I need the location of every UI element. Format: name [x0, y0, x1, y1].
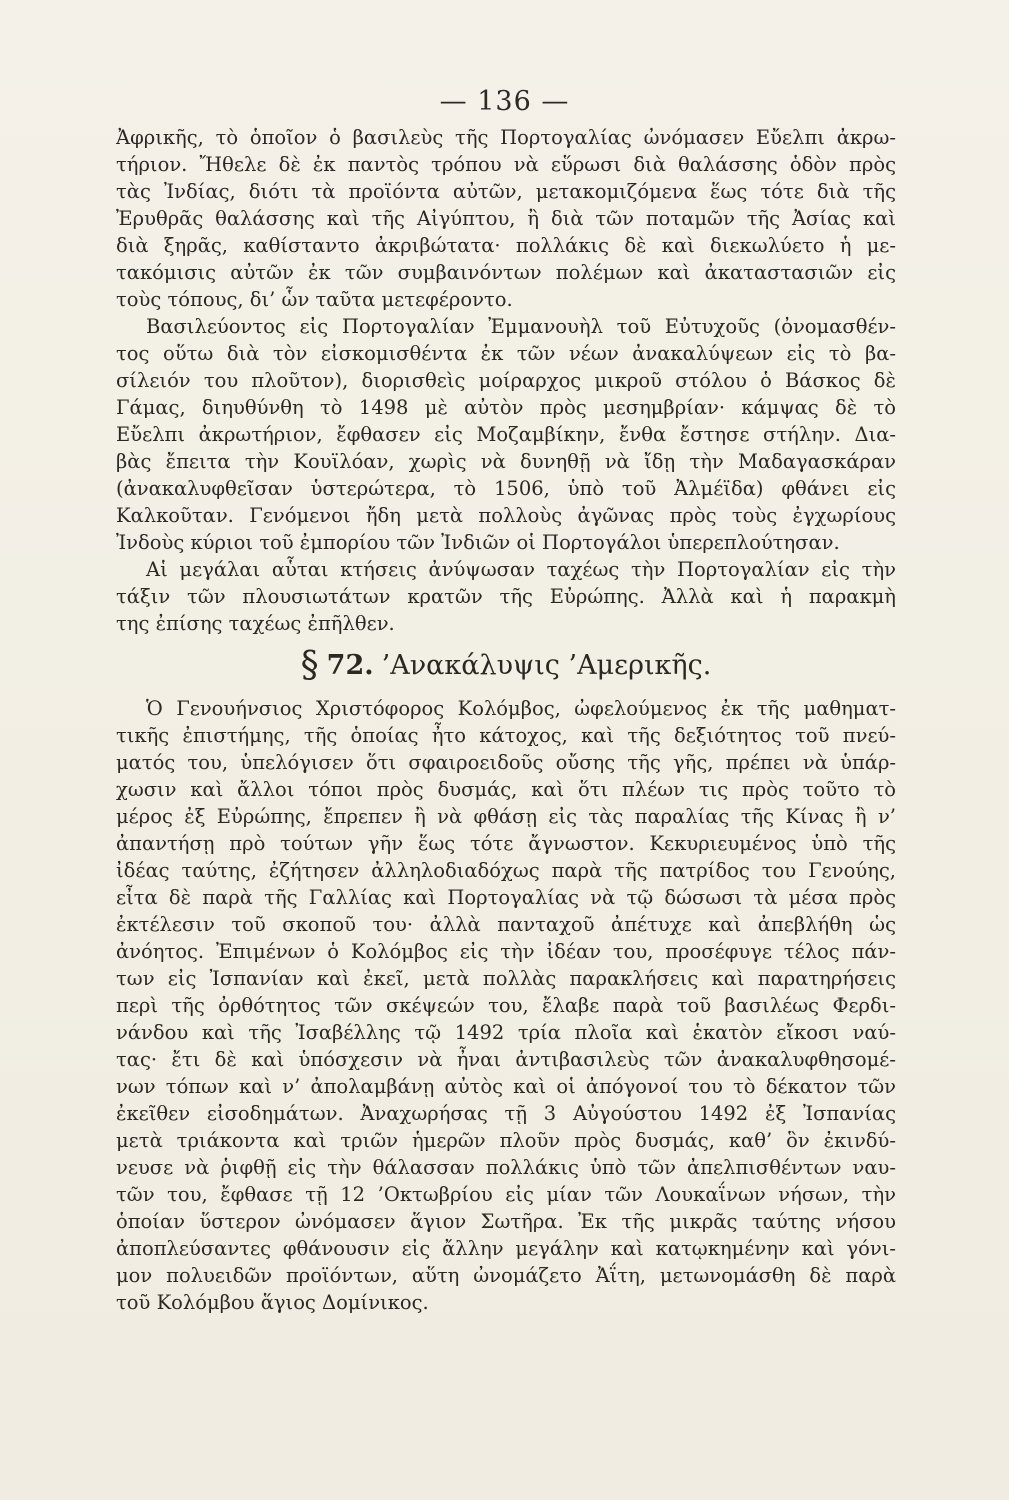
- text-line: τακόμισις αὐτῶν ἐκ τῶν συμβαινόντων πολέμων καὶ ἀκαταστασιῶν εἰς: [116, 261, 896, 284]
- section-title: ’Ανακάλυψις ’Αμερικῆς.: [381, 650, 712, 681]
- text-line: (ἀνακαλυφθεῖσαν ὑστερώτερα, τὸ 1506, ὑπὸ τοῦ Ἀλμέϊδα) φθάνει εἰς: [116, 477, 896, 500]
- text-line: Ἀφρικῆς, τὸ ὁποῖον ὁ βασιλεὺς τῆς Πορτογαλίας ὠνόμασεν Εὔελπι ἀκρω-: [116, 126, 896, 149]
- text-line: ἐκτέλεσιν τοῦ σκοποῦ του· ἀλλὰ πανταχοῦ ἀπέτυχε καὶ ἀπεβλήθη ὡς: [116, 913, 896, 936]
- text-line: ἰδέας ταύτης, ἐζήτησεν ἀλληλοδιαδόχως παρὰ τῆς πατρίδος του Γενούης,: [116, 859, 896, 882]
- text-line: των εἰς Ἰσπανίαν καὶ ἐκεῖ, μετὰ πολλὰς παρακλήσεις καὶ παρατηρήσεις: [116, 967, 896, 990]
- text-line: Εὔελπι ἀκρωτήριον, ἔφθασεν εἰς Μοζαμβίκην, ἔνθα ἔστησε στήλην. Δια-: [116, 423, 896, 446]
- text-line: νάνδου καὶ τῆς Ἰσαβέλλης τῷ 1492 τρία πλοῖα καὶ ἑκατὸν εἴκοσι ναύ-: [116, 1021, 896, 1044]
- text-line: περὶ τῆς ὀρθότητος τῶν σκέψεών του, ἔλαβε παρὰ τοῦ βασιλέως Φερδι-: [116, 994, 896, 1017]
- paragraph-3: [116, 556, 896, 637]
- text-line: ματός του, ὑπελόγισεν ὅτι σφαιροειδοῦς οὔσης τῆς γῆς, πρέπει νὰ ὑπάρ-: [116, 751, 896, 774]
- text-line: νων τόπων καὶ ν’ ἀπολαμβάνῃ αὐτὸς καὶ οἱ ἀπόγονοί του τὸ δέκατον τῶν: [116, 1075, 896, 1098]
- text-line: σίλειόν του πλοῦτον), διορισθεὶς μοίραρχος μικροῦ στόλου ὁ Βάσκος δὲ: [116, 369, 896, 392]
- text-line: τήριον. Ἤθελε δὲ ἐκ παντὸς τρόπου νὰ εὕρωσι διὰ θαλάσσης ὁδὸν πρὸς: [116, 153, 896, 176]
- text-line: τάξιν τῶν πλουσιωτάτων κρατῶν τῆς Εὐρώπης. Ἀλλὰ καὶ ἡ παρακμὴ: [116, 585, 896, 608]
- text-line: της ἐπίσης ταχέως ἐπῆλθεν.: [116, 612, 395, 635]
- text-line: χωσιν καὶ ἄλλοι τόποι πρὸς δυσμάς, καὶ ὅτι πλέων τις πρὸς τοῦτο τὸ: [116, 778, 896, 801]
- text-line: ἀποπλεύσαντες φθάνουσιν εἰς ἄλλην μεγάλην καὶ κατῳκημένην καὶ γόνι-: [116, 1237, 896, 1260]
- section-heading: [116, 637, 896, 695]
- page-number: — 136 —: [439, 86, 570, 117]
- text-line: τοῦ Κολόμβου ἅγιος Δομίνικος.: [116, 1291, 429, 1314]
- text-line: τῶν του, ἔφθασε τῇ 12 ’Οκτωβρίου εἰς μίαν τῶν Λουκαΐνων νήσων, τὴν: [116, 1183, 896, 1206]
- text-line: διὰ ξηρᾶς, καθίσταντο ἀκριβώτατα· πολλάκις δὲ καὶ διεκωλύετο ἡ με-: [116, 234, 896, 257]
- text-line: μον πολυειδῶν προϊόντων, αὕτη ὠνομάζετο Ἀΐτη, μετωνομάσθη δὲ παρὰ: [116, 1264, 896, 1287]
- text-line: μέρος ἐξ Εὐρώπης, ἔπρεπεν ἢ νὰ φθάσῃ εἰς τὰς παραλίας τῆς Κίνας ἢ ν’: [116, 805, 896, 828]
- text-line: ἐκεῖθεν εἰσοδημάτων. Ἀναχωρήσας τῇ 3 Αὐγούστου 1492 ἐξ Ἰσπανίας: [116, 1102, 896, 1125]
- text-line: Βασιλεύοντος εἰς Πορτογαλίαν Ἐμμανουὴλ τοῦ Εὐτυχοῦς (ὀνομασθέν-: [146, 315, 896, 338]
- text-line: Γάμας, διηυθύνθη τὸ 1498 μὲ αὐτὸν πρὸς μεσημβρίαν· κάμψας δὲ τὸ: [116, 396, 896, 419]
- text-line: Ὁ Γενουήνσιος Χριστόφορος Κολόμβος, ὠφελούμενος ἐκ τῆς μαθηματ-: [146, 697, 896, 720]
- text-line: τοὺς τόπους, δι’ ὧν ταῦτα μετεφέροντο.: [116, 288, 513, 311]
- paragraph-2: [116, 313, 896, 556]
- paragraph-4: [116, 695, 896, 1316]
- text-line: τας· ἔτι δὲ καὶ ὑπόσχεσιν νὰ ἦναι ἀντιβασιλεὺς τῶν ἀνακαλυφθησομέ-: [116, 1048, 896, 1071]
- paragraph-1: [116, 124, 896, 313]
- text-line: ἀπαντήσῃ πρὸ τούτων γῆν ἕως τότε ἄγνωστον. Κεκυριευμένος ὑπὸ τῆς: [116, 832, 896, 855]
- text-line: τὰς Ἰνδίας, διότι τὰ προϊόντα αὐτῶν, μετακομιζόμενα ἕως τότε διὰ τῆς: [116, 180, 896, 203]
- text-line: Καλκοῦταν. Γενόμενοι ἤδη μετὰ πολλοὺς ἀγῶνας πρὸς τοὺς ἐγχωρίους: [116, 504, 896, 527]
- page-text: [116, 124, 896, 1316]
- text-line: μετὰ τριάκοντα καὶ τριῶν ἡμερῶν πλοῦν πρὸς δυσμάς, καθ’ ὃν ἐκινδύ-: [116, 1129, 896, 1152]
- text-line: βὰς ἔπειτα τὴν Κουϊλόαν, χωρὶς νὰ δυνηθῇ νὰ ἴδῃ τὴν Μαδαγασκάραν: [116, 450, 896, 473]
- text-line: νευσε νὰ ῥιφθῇ εἰς τὴν θάλασσαν πολλάκις ὑπὸ τῶν ἀπελπισθέντων ναυ-: [116, 1156, 896, 1179]
- text-line: ὁποίαν ὕστερον ὠνόμασεν ἅγιον Σωτῆρα. Ἐκ τῆς μικρᾶς ταύτης νήσου: [116, 1210, 896, 1233]
- text-line: εἶτα δὲ παρὰ τῆς Γαλλίας καὶ Πορτογαλίας νὰ τῷ δώσωσι τὰ μέσα πρὸς: [116, 886, 896, 909]
- text-line: Ἐρυθρᾶς θαλάσσης καὶ τῆς Αἰγύπτου, ἢ διὰ τῶν ποταμῶν τῆς Ἀσίας καὶ: [116, 207, 896, 230]
- section-number: 72.: [326, 650, 374, 681]
- section-symbol: §: [300, 645, 319, 686]
- text-line: Αἱ μεγάλαι αὗται κτήσεις ἀνύψωσαν ταχέως τὴν Πορτογαλίαν εἰς τὴν: [146, 558, 896, 581]
- text-line: τος οὕτω διὰ τὸν εἰσκομισθέντα ἐκ τῶν νέων ἀνακαλύψεων εἰς τὸ βα-: [116, 342, 896, 365]
- text-line: ἀνόητος. Ἐπιμένων ὁ Κολόμβος εἰς τὴν ἰδέαν του, προσέφυγε τέλος πάν-: [116, 940, 896, 963]
- text-line: τικῆς ἐπιστήμης, τῆς ὁποίας ἦτο κάτοχος, καὶ τῆς δεξιότητος τοῦ πνεύ-: [116, 724, 896, 747]
- text-line: Ἰνδοὺς κύριοι τοῦ ἐμπορίου τῶν Ἰνδιῶν οἱ Πορτογάλοι ὑπερεπλούτησαν.: [116, 531, 840, 554]
